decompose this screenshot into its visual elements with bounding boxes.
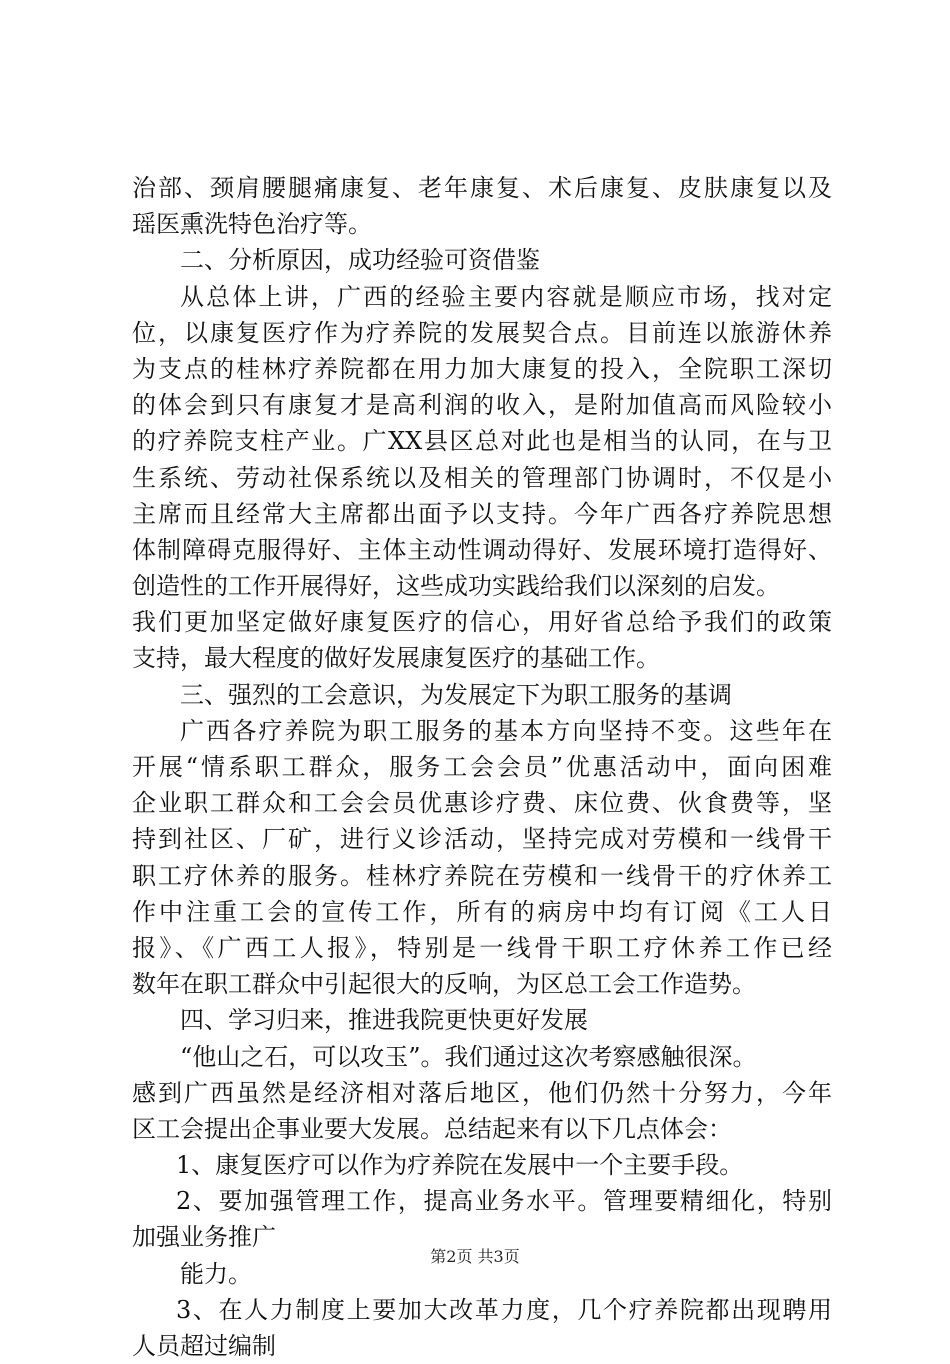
body-text-line: 为支点的桂林疗养院都在用力加大康复的投入，全院职工深切 <box>132 354 832 383</box>
body-text-line: 主席而且经常大主席都出面予以支持。今年广西各疗养院思想 <box>132 499 832 528</box>
list-item: 2、要加强管理工作，提高业务水平。管理要精细化，特别 <box>176 1187 832 1216</box>
body-text-line: 加强业务推广 <box>132 1223 276 1252</box>
body-text-line: 支持，最大程度的做好发展康复医疗的基础工作。 <box>132 644 660 673</box>
section-heading: 三、强烈的工会意识，为发展定下为职工服务的基调 <box>180 680 732 709</box>
body-text-line: 的疗养院支柱产业。广XX县区总对此也是相当的认同，在与卫 <box>132 427 832 456</box>
body-text-line: 生系统、劳动社保系统以及相关的管理部门协调时，不仅是小 <box>132 463 832 492</box>
body-text-line: 创造性的工作开展得好，这些成功实践给我们以深刻的启发。 <box>132 572 780 601</box>
body-text-line: 企业职工群众和工会会员优惠诊疗费、床位费、伙食费等，坚 <box>132 789 832 818</box>
section-heading: 四、学习归来，推进我院更快更好发展 <box>180 1006 588 1035</box>
body-text-line: 体制障碍克服得好、主体主动性调动得好、发展环境打造得好、 <box>132 535 832 564</box>
body-text-line: “他山之石，可以攻玉”。我们通过这次考察感触很深。 <box>180 1042 757 1071</box>
section-heading: 二、分析原因，成功经验可资借鉴 <box>180 246 540 275</box>
body-text-line: 感到广西虽然是经济相对落后地区，他们仍然十分努力，今年 <box>132 1078 832 1107</box>
body-text-line: 位，以康复医疗作为疗养院的发展契合点。目前连以旅游休养 <box>132 318 832 347</box>
page-number-footer: 第2页 共3页 <box>430 1247 520 1266</box>
body-text-line: 职工疗休养的服务。桂林疗养院在劳模和一线骨干的疗休养工 <box>132 861 832 890</box>
body-text-line: 能力。 <box>180 1259 252 1288</box>
list-item: 1、康复医疗可以作为疗养院在发展中一个主要手段。 <box>176 1151 744 1180</box>
list-item: 3、在人力制度上要加大改革力度，几个疗养院都出现聘用 <box>176 1295 832 1324</box>
body-text-line: 数年在职工群众中引起很大的反响，为区总工会工作造势。 <box>132 970 756 999</box>
document-body <box>132 170 832 1364</box>
body-text-line: 的体会到只有康复才是高利润的收入，是附加值高而风险较小 <box>132 391 832 420</box>
body-text-line: 广西各疗养院为职工服务的基本方向坚持不变。这些年在 <box>180 716 832 745</box>
body-text-line: 报》、《广西工人报》，特别是一线骨干职工疗休养工作已经 <box>132 933 832 962</box>
body-text-line: 我们更加坚定做好康复医疗的信心，用好省总给予我们的政策 <box>132 608 832 637</box>
body-text-line: 治部、颈肩腰腿痛康复、老年康复、术后康复、皮肤康复以及 <box>132 174 832 202</box>
body-text-line: 瑶医熏洗特色治疗等。 <box>132 210 372 239</box>
body-text-line: 人员超过编制 <box>132 1332 276 1360</box>
body-text-line: 持到社区、厂矿，进行义诊活动，坚持完成对劳模和一线骨干 <box>132 825 832 854</box>
body-text-line: 从总体上讲，广西的经验主要内容就是顺应市场，找对定 <box>180 282 832 311</box>
body-text-line: 作中注重工会的宣传工作，所有的病房中均有订阅《工人日 <box>132 897 832 926</box>
body-text-line: 开展“情系职工群众，服务工会会员”优惠活动中，面向困难 <box>132 753 832 781</box>
body-text-line: 区工会提出企事业要大发展。总结起来有以下几点体会： <box>132 1114 732 1143</box>
